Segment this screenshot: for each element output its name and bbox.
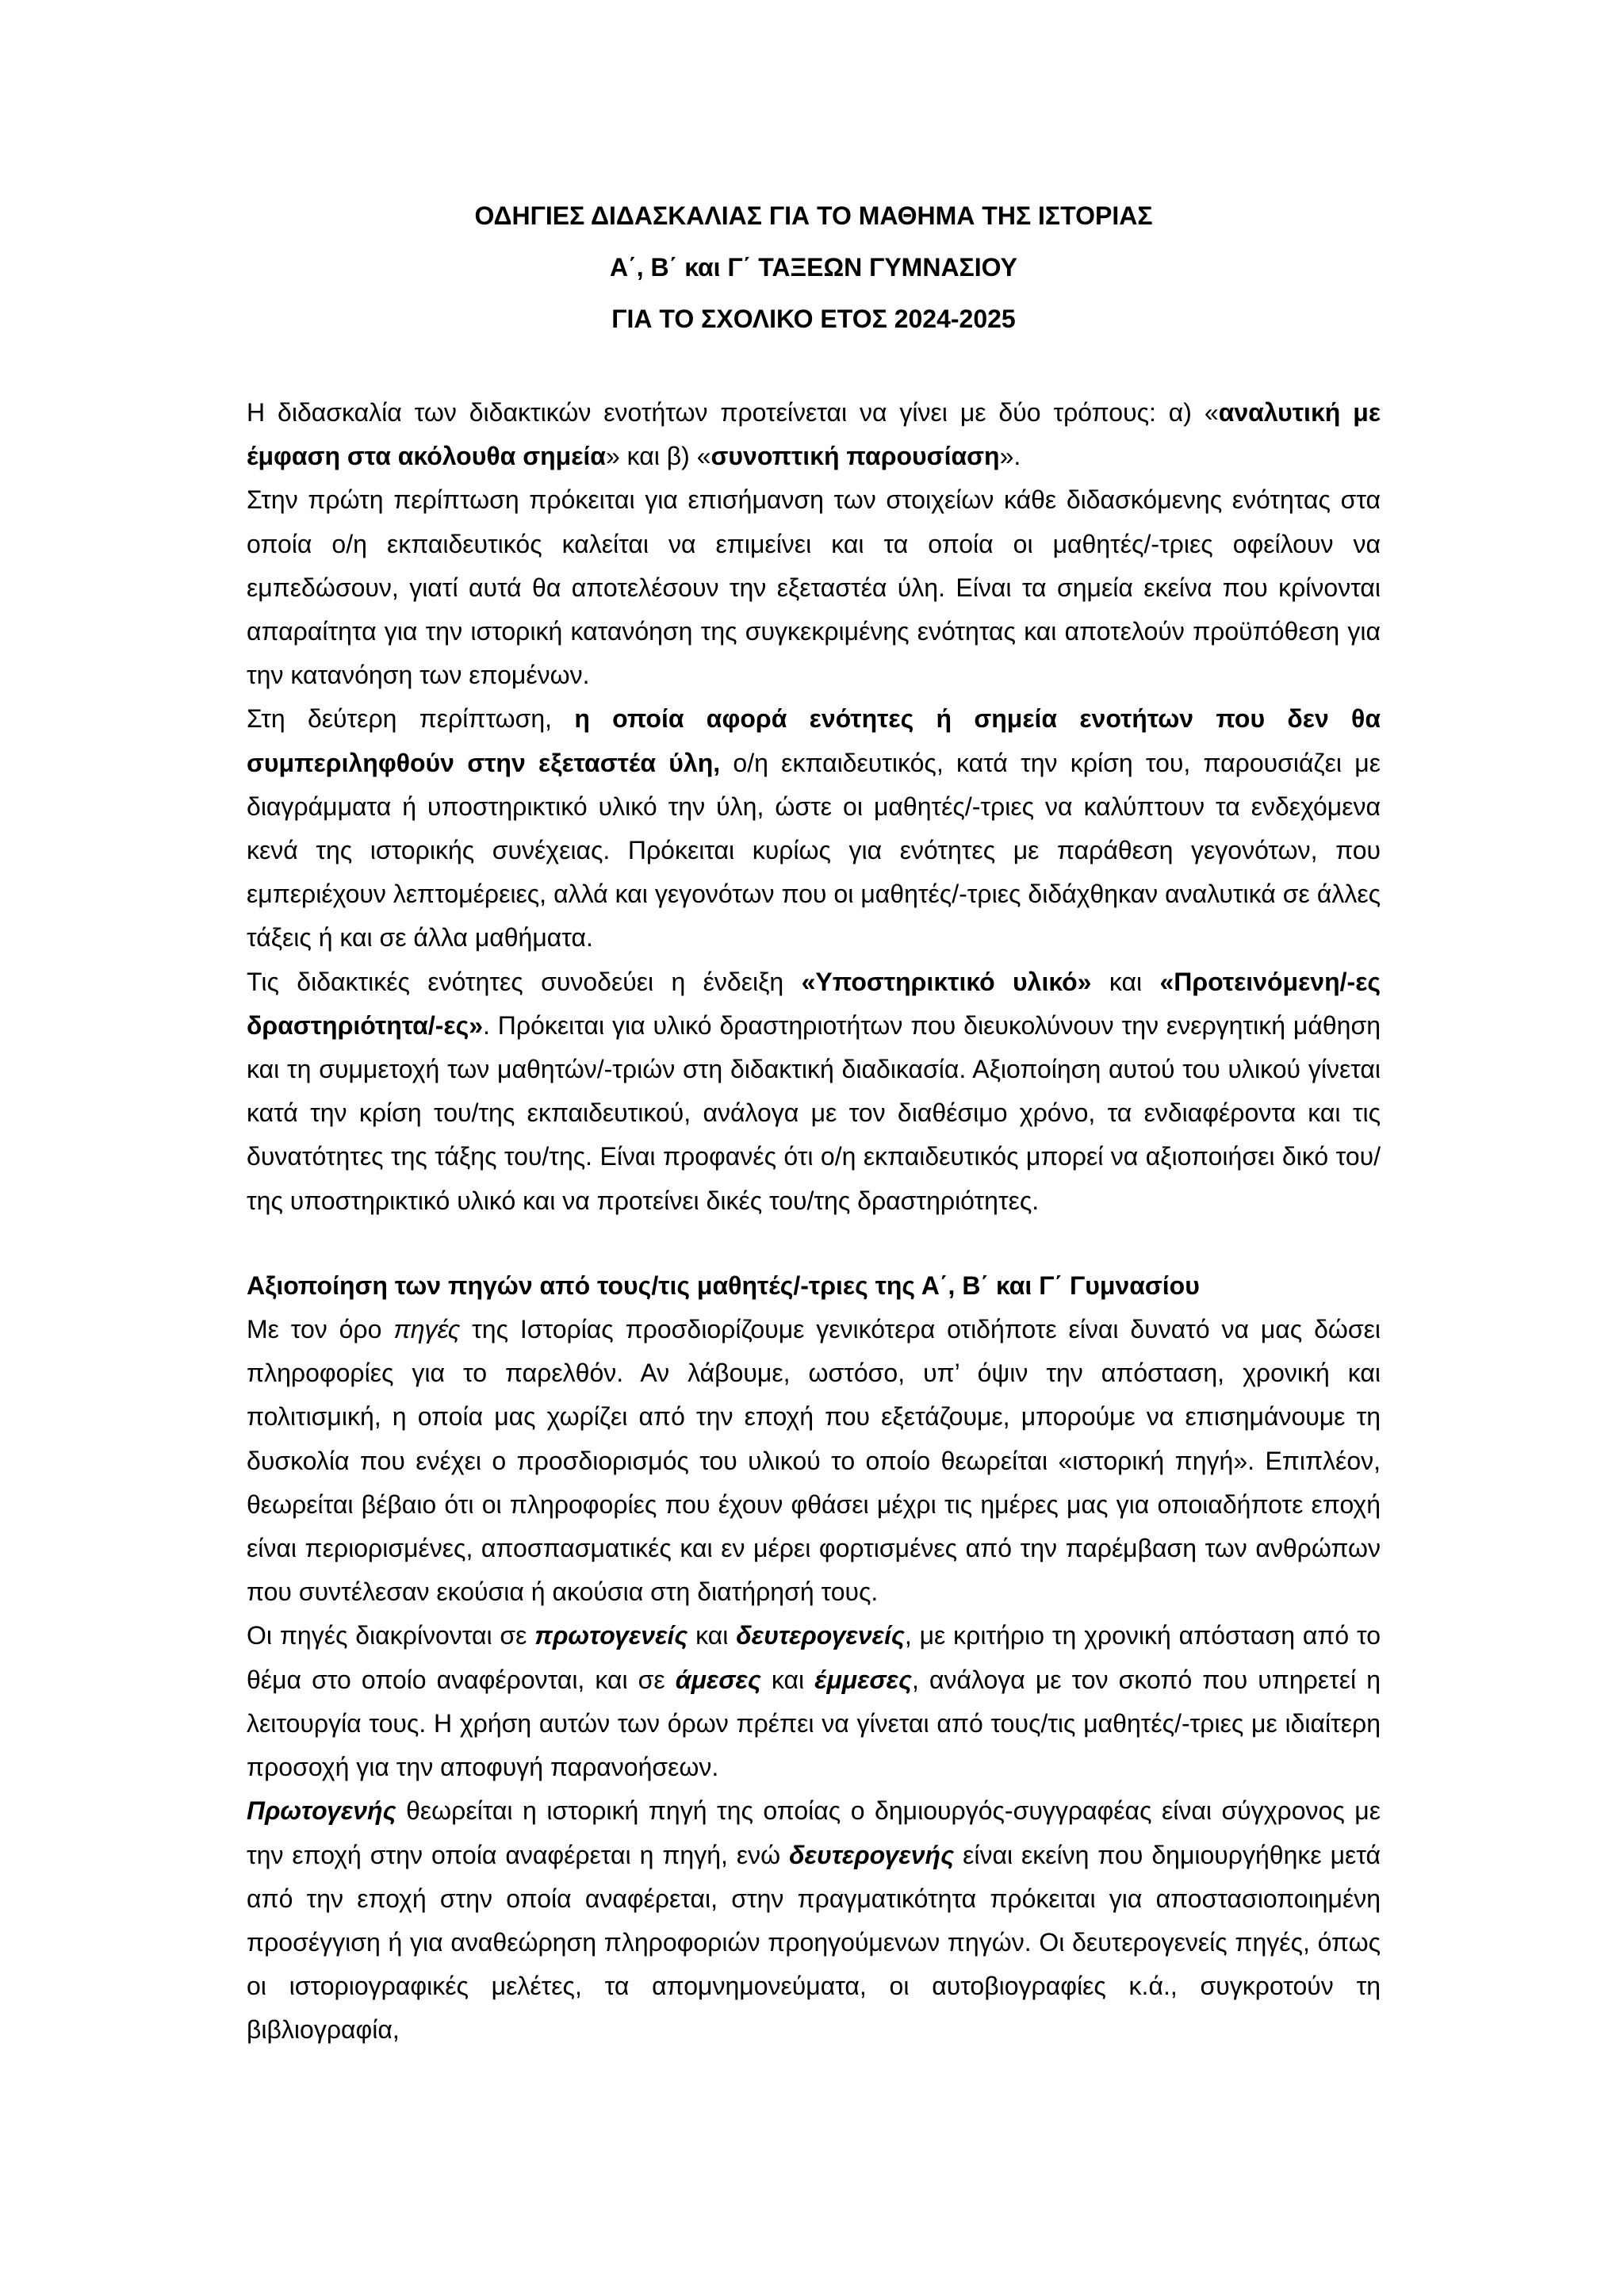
sources-paragraph-1: [247, 1308, 1381, 1614]
document-page: [247, 190, 1381, 2053]
text-run: ο/η εκπαιδευτικός, κατά την κρίση του, παρουσιάζει με διαγράμματα ή υποστηρικτικό υλικό την ύλη, ώστε οι μαθητές/-τριες να καλύπτουν τα ενδεχόμενα κενά της ιστορικής συνέχειας. Πρόκειται κυρίως για ενότητες με παράθεση γεγονότων, που εμπεριέχουν λεπτομέρειες, αλλά και γεγονότων που οι μαθητές/-τριες διδάχθηκαν αναλυτικά σε άλλες τάξεις ή και σε άλλα μαθήματα.: [247, 748, 1381, 953]
document-title-line-2: Α΄, Β΄ και Γ΄ ΤΑΞΕΩΝ ΓΥΜΝΑΣΙΟΥ: [610, 253, 1017, 282]
text-run: Η διδασκαλία των διδακτικών ενοτήτων προτείνεται να γίνει με δύο τρόπους: α) «: [247, 398, 1219, 427]
text-run: της Ιστορίας προσδιορίζουμε γενικότερα οτιδήποτε είναι δυνατό να μας δώσει πληροφορίες για το παρελθόν. Αν λάβουμε, ωστόσο, υπ’ όψιν την απόσταση, χρονική και πολιτισμική, η οποία μας χωρίζει από την εποχή που εξετάζουμε, μπορούμε να επισημάνουμε τη δυσκολία που ενέχει ο προσδιορισμός του υλικού το οποίο θεωρείται «ιστορική πηγή». Επιπλέον, θεωρείται βέβαιο ότι οι πληροφορίες που έχουν φθάσει μέχρι τις ημέρες μας για οποιαδήποτε εποχή είναι περιορισμένες, αποσπασματικές και εν μέρει φορτισμένες από την παρέμβαση των ανθρώπων που συντέλεσαν εκούσια ή ακούσια στη διατήρησή τους.: [247, 1315, 1381, 1607]
bold-italic-text: έμμεσες: [814, 1665, 912, 1694]
text-run: Οι πηγές διακρίνονται σε: [247, 1621, 535, 1650]
text-run: » και β) «: [605, 442, 711, 471]
bold-text: «Προτεινόμενη/-ες δραστηριότητα/-ες»: [247, 967, 1381, 1040]
text-run: και: [688, 1621, 737, 1650]
text-run: και: [760, 1665, 815, 1694]
bold-text: αναλυτική με έμφαση στα ακόλουθα σημεία: [247, 398, 1381, 471]
text-run: Τις διδακτικές ενότητες συνοδεύει η ένδειξη: [247, 967, 802, 996]
italic-text: πηγές: [393, 1315, 461, 1344]
spacer: [247, 1223, 1381, 1264]
bold-italic-text: πρωτογενείς: [534, 1621, 688, 1650]
document-title-line-1: ΟΔΗΓΙΕΣ ΔΙΔΑΣΚΑΛΙΑΣ ΓΙΑ ΤΟ ΜΑΘΗΜΑ ΤΗΣ ΙΣΤΟΡΙΑΣ: [474, 201, 1153, 230]
bold-italic-text: Πρωτογενής: [247, 1796, 396, 1826]
bold-text: η οποία αφορά ενότητες ή σημεία ενοτήτων που δεν θα συμπεριληφθούν στην εξεταστέα ύλη,: [247, 704, 1381, 777]
bold-italic-text: δευτερογενής: [789, 1840, 955, 1869]
text-run: Με τον όρο: [247, 1315, 394, 1344]
sources-paragraph-3: [247, 1789, 1381, 2052]
intro-paragraph-2: Στην πρώτη περίπτωση πρόκειται για επισήμανση των στοιχείων κάθε διδασκόμενης ενότητας στα οποία ο/η εκπαιδευτικός καλείται να επιμείνει και τα οποία οι μαθητές/-τριες οφείλουν να εμπεδώσουν, γιατί αυτά θα αποτελέσουν την εξεταστέα ύλη. Είναι τα σημεία εκείνα που κρίνονται απαραίτητα για την ιστορική κατανόηση της συγκεκριμένης ενότητας και αποτελούν προϋπόθεση για την κατανόηση των επομένων.: [247, 485, 1381, 690]
text-run: . Πρόκειται για υλικό δραστηριοτήτων που διευκολύνουν την ενεργητική μάθηση και τη συμμετοχή των μαθητών/-τριών στη διδακτική διαδικασία. Αξιοποίηση αυτού του υλικού γίνεται κατά την κρίση του/της εκπαιδευτικού, ανάλογα με τον διαθέσιμο χρόνο, τα ενδιαφέροντα και τις δυνατότητες της τάξης του/της. Είναι προφανές ότι ο/η εκπαιδευτικός μπορεί να αξιοποιήσει δικό του/της υποστηρικτικό υλικό και να προτείνει δικές του/της δραστηριότητες.: [247, 1010, 1381, 1215]
spacer: [247, 345, 1381, 391]
text-run: θεωρείται η ιστορική πηγή της οποίας ο δημιουργός-συγγραφέας είναι σύγχρονος με την εποχή στην οποία αναφέρεται η πηγή, ενώ: [247, 1796, 1381, 1869]
sources-paragraph-2: [247, 1614, 1381, 1789]
intro-paragraph-3: [247, 697, 1381, 960]
intro-paragraph-4: [247, 960, 1381, 1223]
text-run: , με κριτήριο τη χρονική απόσταση από το θέμα στο οποίο αναφέρονται, και σε: [247, 1621, 1381, 1694]
text-run: ».: [999, 442, 1021, 471]
bold-italic-text: δευτερογενείς: [736, 1621, 905, 1650]
text-run: και: [1091, 967, 1160, 996]
intro-paragraph-1: [247, 391, 1381, 478]
document-title-line-3: ΓΙΑ ΤΟ ΣΧΟΛΙΚΟ ΕΤΟΣ 2024-2025: [611, 305, 1016, 333]
section-heading-sources: Αξιοποίηση των πηγών από τους/τις μαθητές/-τριες της Α΄, Β΄ και Γ΄ Γυμνασίου: [247, 1271, 1200, 1300]
bold-text: συνοπτική παρουσίαση: [710, 442, 1000, 471]
bold-text: «Υποστηρικτικό υλικό»: [801, 967, 1092, 996]
text-run: Στη δεύτερη περίπτωση,: [247, 704, 575, 734]
text-run: , ανάλογα με τον σκοπό που υπηρετεί η λειτουργία τους. Η χρήση αυτών των όρων πρέπει να γίνεται από τους/τις μαθητές/-τριες με ιδιαίτερη προσοχή για την αποφυγή παρανοήσεων.: [247, 1665, 1381, 1782]
bold-italic-text: άμεσες: [675, 1665, 761, 1694]
text-run: είναι εκείνη που δημιουργήθηκε μετά από την εποχή στην οποία αναφέρεται, στην πραγματικότητα πρόκειται για αποστασιοποιημένη προσέγγιση ή για αναθεώρηση πληροφοριών προηγούμενων πηγών. Οι δευτερογενείς πηγές, όπως οι ιστοριογραφικές μελέτες, τα απομνημονεύματα, οι αυτοβιογραφίες κ.ά., συγκροτούν τη βιβλιογραφία,: [247, 1840, 1381, 2045]
